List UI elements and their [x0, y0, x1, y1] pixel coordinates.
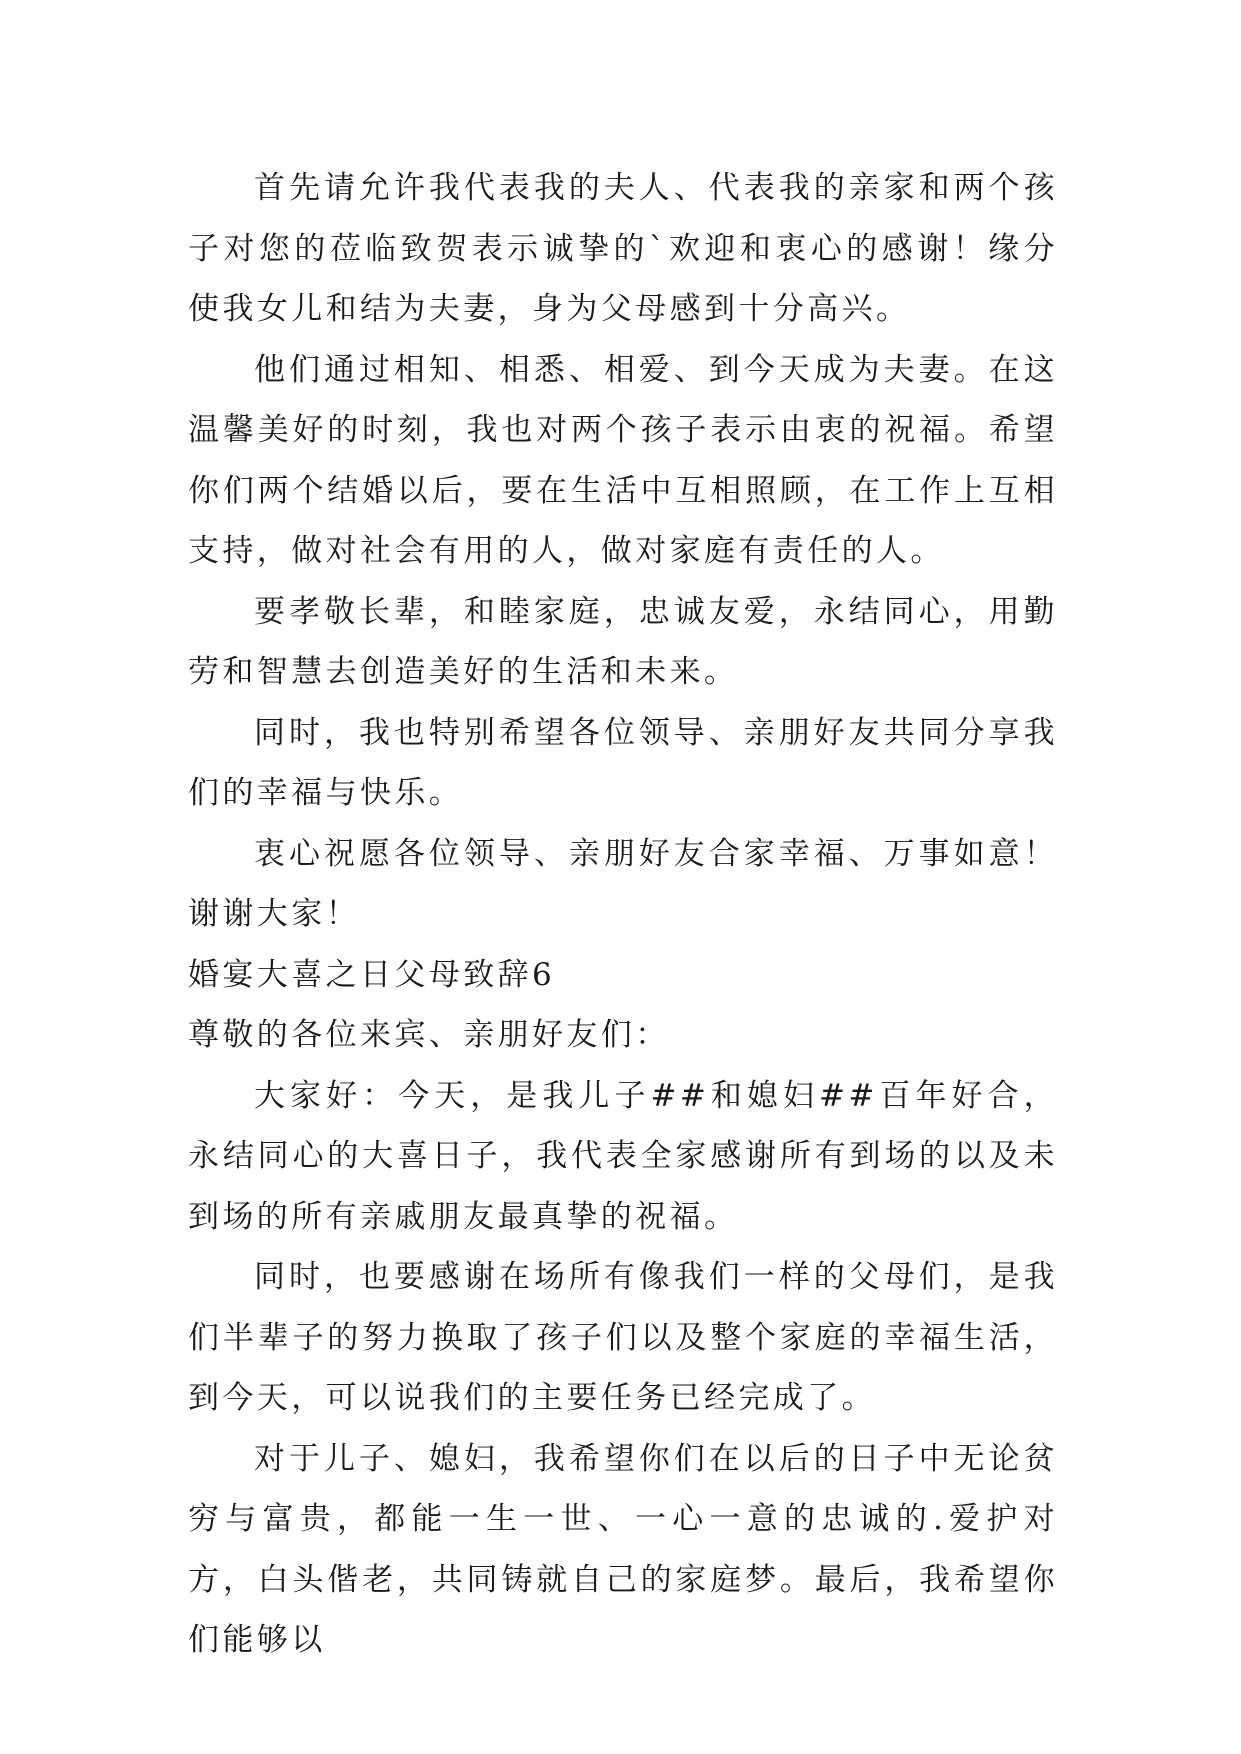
paragraph: 他们通过相知、相悉、相爱、到今天成为夫妻。在这温馨美好的时刻，我也对两个孩子表示由衷的祝福。希望你们两个结婚以后，要在生活中互相照顾，在工作上互相支持，做对社会有用的人，做对家庭有责任的人。: [188, 351, 1058, 569]
salutation: 尊敬的各位来宾、亲朋好友们：: [188, 1017, 670, 1053]
paragraph: 同时，我也特别希望各位领导、亲朋好友共同分享我们的幸福与快乐。: [188, 714, 1058, 811]
section-title: 婚宴大喜之日父母致辞6: [188, 956, 556, 993]
paragraph: 衷心祝愿各位领导、亲朋好友合家幸福、万事如意！谢谢大家！: [188, 835, 1058, 932]
paragraph: 大家好：今天，是我儿子##和媳妇##百年好合，永结同心的大喜日子，我代表全家感谢所有到场的以及未到场的所有亲戚朋友最真挚的祝福。: [188, 1077, 1058, 1235]
document-body: [188, 158, 1058, 1671]
paragraph: 要孝敬长辈，和睦家庭，忠诚友爱，永结同心，用勤劳和智慧去创造美好的生活和未来。: [188, 593, 1058, 690]
paragraph: 对于儿子、媳妇，我希望你们在以后的日子中无论贫穷与富贵，都能一生一世、一心一意的忠诚的.爱护对方，白头偕老，共同铸就自己的家庭梦。最后，我希望你们能够以: [188, 1440, 1058, 1658]
paragraph: 首先请允许我代表我的夫人、代表我的亲家和两个孩子对您的莅临致贺表示诚挚的`欢迎和衷心的感谢！缘分使我女儿和结为夫妻，身为父母感到十分高兴。: [188, 170, 1058, 327]
paragraph: 同时，也要感谢在场所有像我们一样的父母们，是我们半辈子的努力换取了孩子们以及整个家庭的幸福生活，到今天，可以说我们的主要任务已经完成了。: [188, 1259, 1058, 1416]
